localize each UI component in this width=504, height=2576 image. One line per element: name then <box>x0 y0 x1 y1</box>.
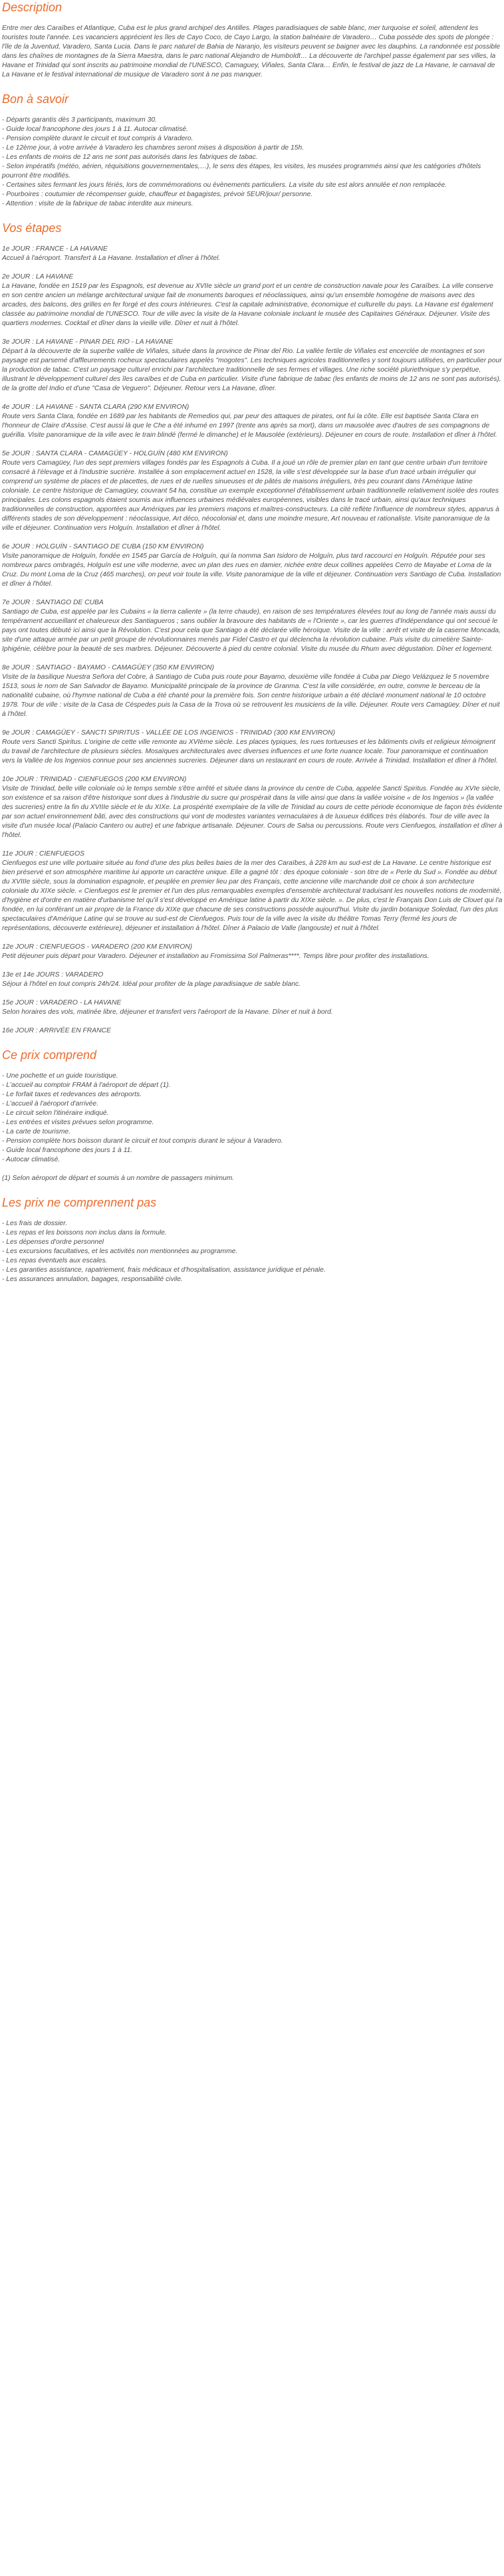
stage-text: La Havane, fondée en 1519 par les Espagnols, est devenue au XVIIe siècle un grand port et un centre de construction navale pour les Caraïbes. La ville conserve en son centre ancien un mélange architectural unique fait de monuments baroques et néoclassiques, ainsi qu'un ensemble homogène de maisons avec des arcades, des balcons, des grilles en fer forgé et des cours intérieures. C'est la capitale administrative, économique et culturelle du pays. La Havane est également classée au patrimoine mondial de l'UNESCO. Tour de ville avec la visite de la Havane coloniale incluant le musée des Capitaines Généraux. Déjeuner. Visite des quartiers modernes. Cocktail et dîner dans la vieille ville. Dîner et nuit à l'hôtel. <box>2 283 493 327</box>
ne-comprennent-pas-line: - Les repas et les boissons non inclus dans la formule. <box>2 1229 167 1236</box>
stage-heading: 3e JOUR : LA HAVANE - PINAR DEL RIO - LA HAVANE <box>2 338 174 346</box>
stage-heading: 8e JOUR : SANTIAGO - BAYAMO - CAMAGÜEY (350 KM ENVIRON) <box>2 664 214 671</box>
ce-prix-comprend-footnote: (1) Selon aéroport de départ et soumis à un nombre de passagers minimum. <box>2 1175 235 1182</box>
ne-comprennent-pas-list <box>2 1219 503 1284</box>
stage-day-7 <box>2 598 503 654</box>
bon-a-savoir-line: - Guide local francophone des jours 1 à 11. Autocar climatisé. <box>2 126 188 133</box>
vos-etapes-title: Vos étapes <box>2 221 62 235</box>
description-section <box>2 0 503 80</box>
ne-comprennent-pas-line: - Les repas éventuels aux escales. <box>2 1257 108 1264</box>
bon-a-savoir-section <box>2 92 503 209</box>
stage-text: Selon horaires des vols, matinée libre, déjeuner et transfert vers l'aéroport de la Havane. Dîner et nuit à bord. <box>2 1008 333 1016</box>
ce-prix-comprend-line: - Autocar climatisé. <box>2 1156 61 1163</box>
stage-text: Route vers Camagüey, l'un des sept premiers villages fondés par les Espagnols à Cuba. Il a joué un rôle de premier plan en tant que centre urbain d'un territoire consacré à l'élevage et à l'industrie sucrière. Installée à son emplacement actuel en 1528, la ville s'est développée sur la base d'un tracé urbain irrégulier qui comprend un système de places et de placettes, de rues et de ruelles sinueuses et de pâtés de maisons irréguliers, très peu courant dans l'Amérique latine coloniale. Le centre historique de Camagüey, couvrant 54 ha, constitue un exemple exceptionnel d'établissement urbain traditionnelle relativement isolée des routes principales. Les colons espagnols étaient soumis aux influences urbaines médiévales européennes, visibles dans le tracé urbain, ainsi qu'aux techniques traditionnelles de construction, apportées aux Amériques par les premiers maçons et maîtres-constructeurs. La cité reflète l'influence de nombreux styles, apparus à différents stades de son développement : néoclassique, Art déco, néocolonial et, dans une moindre mesure, Art nouveau et rationaliste. Visite panoramique de la ville et déjeuner. Continuation vers Holguín. Installation et dîner à l'hôtel. <box>2 459 499 532</box>
stage-day-10 <box>2 775 503 840</box>
ne-comprennent-pas-line: - Les dépenses d'ordre personnel <box>2 1238 104 1246</box>
bon-a-savoir-line: - Attention : visite de la fabrique de tabac interdite aux mineurs. <box>2 200 193 207</box>
stage-text: Route vers Sancti Spiritus. L'origine de cette ville remonte au XVIème siècle. Les places typiques, les rues tortueuses et les bâtiments civils et religieux témoignent du travail de l'architecture de plusieurs siècles. Mosaïques architecturales avec diverses influences et une forte nuance locale. Tour panoramique et continuation vers la Vallée de los Ingenios connue pour ses anciennes sucreries. Déjeuner dans un restaurant en cours de route. Arrivée à Trinidad. Installation et dîner à l'hôtel. <box>2 739 498 764</box>
ce-prix-comprend-line: - Pension complète hors boisson durant le circuit et tout compris durant le séjour à Varadero. <box>2 1137 283 1145</box>
stage-text: Cienfuegos est une ville portuaire située au fond d'une des plus belles baies de la mer des Caraïbes, à 228 km au sud-est de La Havane. Le centre historique est bien préservé et son atmosphère maritime lui apporte un caractère unique. Elle a gagné tôt : des époque coloniale - son titre de « Perle du Sud ». Fondée au début du XVIIIe siècle, sous la domination espagnole, et peuplée en premier lieu par des Français, cette ancienne ville marchande doit ce choix à son architecture coloniale du XIXe siècle. « Cienfuegos est le premier et l'un des plus remarquables exemples d'ensemble architectural traduisant les nouvelles notions de modernité, d'hygiène et d'ordre en matière d'urbanisme tel qu'il s'est développé en Amérique latine à partir du XIXe siècle. ». De plus, c'est le Français Don Luis de Clouet qui l'a fondée, en lui conférant un air propre de la France du XIXe que chacune de ses constructions possède aujourd'hui. Visite du jardin botanique Soledad, l'un des plus spectaculaires d'Amérique Latine qui se trouve au sud-est de Cienfuegos. Puis tour de la ville avec la visite du théâtre Tomas Terry (fermé les jours de représentations, découverte extérieure), déjeuner et installation à l'hôtel. Dîner à Palacio de Valle (langouste) et nuit à l'hôtel. <box>2 860 503 932</box>
stage-text: Route vers Santa Clara, fondée en 1689 par les habitants de Remedios qui, par peur des attaques de pirates, ont fui la côte. Elle est baptisée Santa Clara en l'honneur de Claire d'Assise. C'est aussi là que le Che a été inhumé en 1997 (trente ans après sa mort), dans un mausolée avec d'autres de ses compagnons de guérilla. Visite panoramique de la ville avec le train blindé (fermé le dimanche) et le Mausolée (extérieurs). Déjeuner en cours de route. Installation et dîner à l'hôtel. <box>2 413 497 439</box>
stage-day-8 <box>2 663 503 719</box>
ne-comprennent-pas-section <box>2 1195 503 1284</box>
description-text: Entre mer des Caraïbes et Atlantique, Cuba est le plus grand archipel des Antilles. Plages paradisiaques de sable blanc, mer turquoise et soleil, attendent les touristes toute l'année. Les vacanciers apprécient les îles de Cayo Coco, de Cayo Largo, la station balnéaire de Varadero… Cuba possède des spots de plongée : l'île de la Juventud, Varadero, Santa Lucia. Dans le parc naturel de Bahia de Naranjo, les visiteurs peuvent se baigner avec les dauphins. La randonnée est possible dans les chaînes de montagnes de la Sierra Maestra, dans le parc national Alejandro de Humboldt… La découverte de l'archipel passe également par ses villes, la Havane et Trinidad qui sont inscrits au patrimoine mondial de l'UNESCO, Camaguey, Viñales, Santa Clara… Enfin, le festival de jazz de La Havane, le carnaval de La Havane et le festival international de musique de Varadero sont à ne pas manquer. <box>2 25 501 78</box>
stage-heading: 1e JOUR : FRANCE - LA HAVANE <box>2 245 108 253</box>
stage-text: Santiago de Cuba, est appelée par les Cubains « la tierra caliente » (la terre chaude), en raison de ses températures élevées tout au long de l'année mais aussi du tempérament accueillant et chaleureux des Santiagueros ; sans oublier la bravoure des habitants de « l'Oriente », car les guerres d'Indépendance qui ont secoué le pays ont toutes débuté ici ainsi que la Révolution. C'est pour cela que Santiago a été déclarée ville héroïque. Visite de la ville : arrêt et visite de la caserne Moncada, site d'une attaque armée par un petit groupe de révolutionnaires menés par Fidel Castro et qui déclencha la révolution cubaine. Puis visite du cimetière Sainte-Iphigénie, célèbre pour la beauté de ses marbres. Déjeuner. Découverte à pied du centre colonial. Visite du musée du Rhum avec dégustation. Dîner et logement. <box>2 608 501 653</box>
stage-text: Petit déjeuner puis départ pour Varadero. Déjeuner et installation au Fromissima Sol Palmeras****. Temps libre pour profiter des installations. <box>2 953 430 960</box>
ce-prix-comprend-line: - L'accueil à l'aéroport d'arrivée. <box>2 1100 98 1108</box>
stage-day-1 <box>2 245 503 263</box>
stage-day-6 <box>2 542 503 589</box>
bon-a-savoir-line: - Selon impératifs (météo, aérien, réquisitions gouvernementales,…), le sens des étapes, les visites, les musées programmés ainsi que les catégories d'hôtels pourront être modifiés. <box>2 163 481 179</box>
ne-comprennent-pas-line: - Les excursions facultatives, et les activités non mentionnées au programme. <box>2 1248 238 1255</box>
stage-text: Accueil à l'aéroport. Transfert à La Havane. Installation et dîner à l'hôtel. <box>2 255 221 262</box>
description-title: Description <box>2 1 63 14</box>
ne-comprennent-pas-line: - Les garanties assistance, rapatriement, frais médicaux et d'hospitalisation, assistance juridique et pénale. <box>2 1266 326 1274</box>
ne-comprennent-pas-line: - Les frais de dossier. <box>2 1220 68 1227</box>
stage-text: Visite de la basilique Nuestra Señora del Cobre, à Santiago de Cuba puis route pour Bayamo, deuxième ville fondée à Cuba par Diego Velázquez le 5 novembre 1513, sous le nom de San Salvador de Bayamo. Municipalité principale de la province de Granma. C'est la ville considérée, en outre, comme le berceau de la nationalité cubaine, où l'hymne national de Cuba a été chanté pour la première fois. Son centre historique urbain a été déclaré monument national le 10 octobre 1978. Tour de ville : visite de la Casa de Céspedes puis la Casa de la Trova où se retrouvent les musiciens de la ville. Déjeuner. Route vers Camagüey. Dîner et nuit à l'hôtel. <box>2 673 500 718</box>
stage-text: Visite panoramique de Holguín, fondée en 1545 par García de Holguín, qui la nomma San Isidoro de Holguín, plus tard raccourci en Holguín. Réputée pour ses nombreux parcs ombragés, Holguín est une ville moderne, avec un plan des rues en damier, nichée entre deux collines appelées Cerro de Mayabe et Loma de la Cruz. Du mont Loma de la Cruz (465 marches), on peut voir toute la ville. Visite panoramique de la ville et déjeuner. Continuation vers Santiago de Cuba. Installation et dîner à l'hôtel. <box>2 552 501 588</box>
vos-etapes-section <box>2 221 503 1036</box>
stage-day-12 <box>2 943 503 961</box>
stage-heading: 11e JOUR : CIENFUEGOS <box>2 850 84 858</box>
ce-prix-comprend-line: - Les entrées et visites prévues selon programme. <box>2 1119 154 1126</box>
ce-prix-comprend-line: - Le circuit selon l'itinéraire indiqué. <box>2 1110 109 1117</box>
ce-prix-comprend-section <box>2 1048 503 1183</box>
ne-comprennent-pas-line: - Les assurances annulation, bagages, responsabilité civile. <box>2 1276 183 1283</box>
stage-day-16 <box>2 1026 503 1036</box>
bon-a-savoir-line: - Certaines sites fermant les jours fériés, lors de commémorations ou évènements particuliers. La visite du site est alors annulée et non remplacée. <box>2 181 447 189</box>
bon-a-savoir-list <box>2 116 503 209</box>
ce-prix-comprend-line: - La carte de tourisme. <box>2 1128 71 1135</box>
bon-a-savoir-line: - Les enfants de moins de 12 ans ne sont pas autorisés dans les fabriques de tabac. <box>2 154 258 161</box>
stage-day-11 <box>2 850 503 933</box>
bon-a-savoir-line: - Pourboires : coutumier de récompenser guide, chauffeur et bagagistes, prévoir 5EUR/jour/ personne. <box>2 191 313 198</box>
stage-day-5 <box>2 449 503 533</box>
ce-prix-comprend-line: - L'accueil au comptoir FRAM à l'aéroport de départ (1). <box>2 1082 171 1089</box>
ce-prix-comprend-line: - Guide local francophone des jours 1 à 11. <box>2 1147 133 1154</box>
bon-a-savoir-title: Bon à savoir <box>2 92 69 106</box>
stage-day-4 <box>2 403 503 440</box>
bon-a-savoir-line: - Départs garantis dès 3 participants, maximum 30. <box>2 116 157 124</box>
spacer <box>2 1165 503 1174</box>
stage-heading: 7e JOUR : SANTIAGO DE CUBA <box>2 599 104 606</box>
stage-heading: 13e et 14e JOURS : VARADERO <box>2 971 104 979</box>
stage-heading: 16e JOUR : ARRIVÉE EN FRANCE <box>2 1027 111 1034</box>
stage-heading: 15e JOUR : VARADERO - LA HAVANE <box>2 999 122 1006</box>
stage-heading: 5e JOUR : SANTA CLARA - CAMAGÜEY - HOLGUÍN (480 KM ENVIRON) <box>2 450 228 457</box>
stage-text: Visite de Trinidad, belle ville coloniale où le temps semble s'être arrêté et située dans la province du centre de Cuba, appelée Sancti Spiritus. Fondée au XVIe siècle, son existence et sa raison d'être historique sont dues à l'industrie du sucre qui prospérait dans la ville ainsi que dans la vallée voisine « de los Ingenios » (la vallée des sucreries) entre la fin du XVIIIe siècle et le du XIXe. La prospérité exemplaire de la ville de Trinidad au cours de cette période économique de façon très évidente par son actuel environnement bâti, avec des constructions qui vont de modestes variantes vernaculaires à de luxueux édifices très élaborés. Tour de ville avec la visite d'un musée local (Palacio Cantero ou autre) et une fabrique artisanale. Déjeuner. Cours de Salsa ou percussions. Route vers Cienfuegos, installation et dîner à l'hôtel. <box>2 785 503 839</box>
bon-a-savoir-line: - Pension complète durant le circuit et tout compris à Varadero. <box>2 135 193 142</box>
stage-text: Séjour à l'hôtel en tout compris 24h/24. Idéal pour profiter de la plage paradisiaque de sable blanc. <box>2 981 301 988</box>
ce-prix-comprend-line: - Le forfait taxes et redevances des aéroports. <box>2 1091 142 1098</box>
stage-heading: 4e JOUR : LA HAVANE - SANTA CLARA (290 KM ENVIRON) <box>2 404 189 411</box>
ce-prix-comprend-title: Ce prix comprend <box>2 1048 97 1062</box>
ce-prix-comprend-list <box>2 1072 503 1165</box>
stage-heading: 9e JOUR : CAMAGÜEY - SANCTI SPIRITUS - VALLÉE DE LOS INGENIOS - TRINIDAD (300 KM ENVIRON) <box>2 729 336 737</box>
stage-heading: 2e JOUR : LA HAVANE <box>2 273 74 281</box>
stage-heading: 12e JOUR : CIENFUEGOS - VARADERO (200 KM ENVIRON) <box>2 943 193 951</box>
stage-day-2 <box>2 273 503 328</box>
stage-day-13-14 <box>2 971 503 989</box>
bon-a-savoir-line: - Le 12ème jour, à votre arrivée à Varadero les chambres seront mises à disposition à partir de 15h. <box>2 144 305 152</box>
page <box>0 0 504 1284</box>
ce-prix-comprend-line: - Une pochette et un guide touristique. <box>2 1072 118 1080</box>
stage-text: Départ à la découverte de la superbe vallée de Viñales, située dans la province de Pinar del Rio. La vallée fertile de Viñales est encerclée de montagnes et son paysage est parsemé d'affleurements rocheux spectaculaires appelés "mogotes". Les techniques agricoles traditionnelles y sont toujours utilisées, en particulier pour la production de tabac. C'est un paysage culturel enrichi par l'architecture traditionnelle de ses fermes et villages. Une riche société pluriethnique s'y perpétue, illustrant le développement culturel des îles caraïbes et de Cuba en particulier. Visite d'une fabrique de tabac (les enfants de moins de 12 ans ne sont pas autorisés), de la grotte del Indio et d'une "Casa de Veguero". Déjeuner. Retour vers La Havane, dîner. <box>2 348 502 392</box>
stage-heading: 6e JOUR : HOLGUÍN - SANTIAGO DE CUBA (150 KM ENVIRON) <box>2 543 204 550</box>
stage-day-3 <box>2 338 503 394</box>
stage-heading: 10e JOUR : TRINIDAD - CIENFUEGOS (200 KM ENVIRON) <box>2 776 187 783</box>
stage-day-15 <box>2 998 503 1017</box>
ne-comprennent-pas-title: Les prix ne comprennent pas <box>2 1196 157 1209</box>
stage-day-9 <box>2 729 503 766</box>
